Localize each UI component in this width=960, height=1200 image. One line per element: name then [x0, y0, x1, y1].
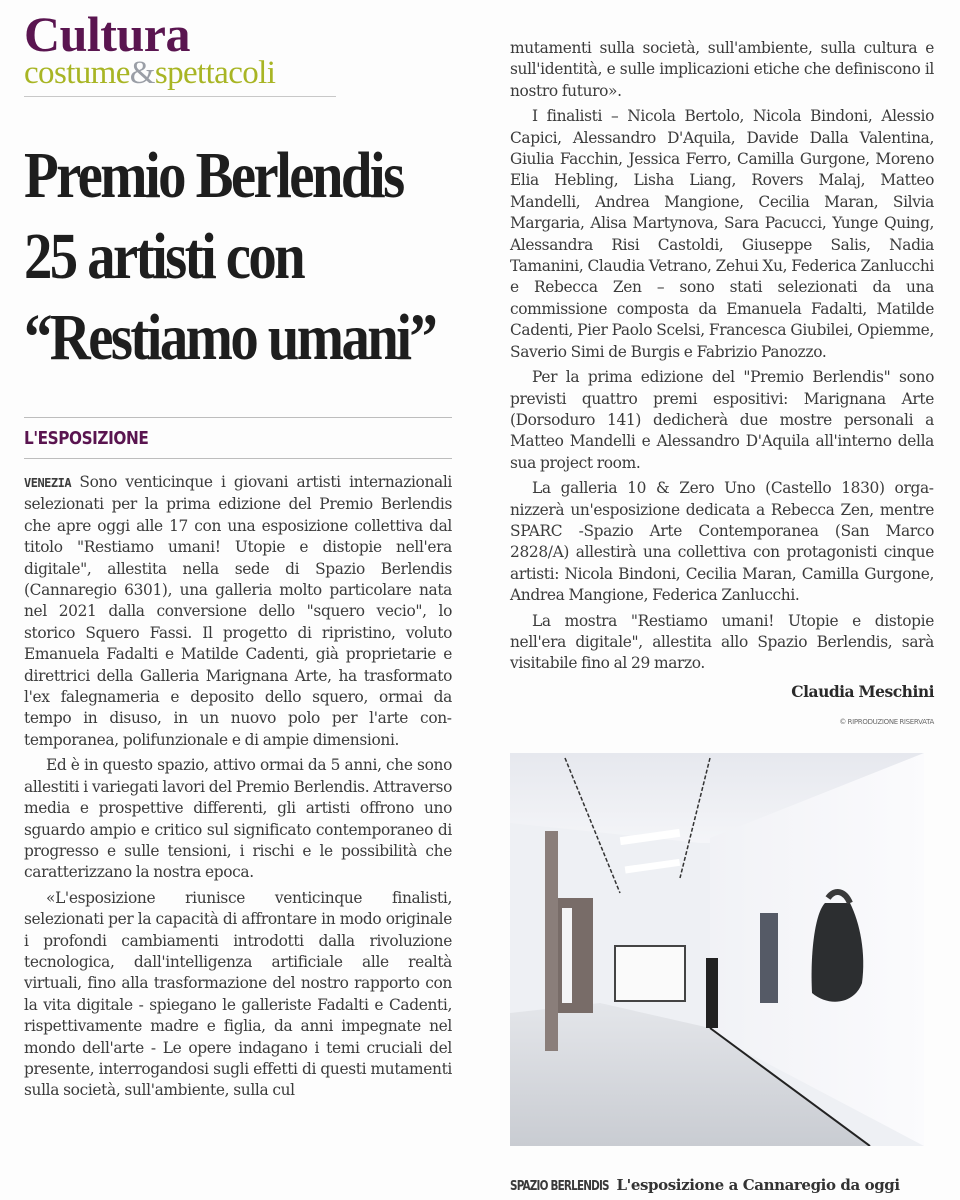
sculpture [706, 958, 718, 1028]
kicker: L'ESPOSIZIONE [24, 428, 149, 449]
paragraph: La mostra "Restiamo umani! Utopie e distopie nell'era digitale", allestita allo Spazio Berlendis, sarà visitabile fino al 29 marzo. [510, 611, 934, 673]
article-body-left [24, 472, 452, 1106]
paragraph-text: Sono venticinque i giovani artisti internazionali selezionati per la prima edizione del Premio Berlendis che apre oggi alle 17 con una esposizione collettiva dal titolo "Restiamo umani! Utopie e distopie nell'era digitale", allestita nella sede di Spazio Berlendis (Cannaregio 6301), una galleria molto particolare nata nel 2021 dalla conversione dello "squero vecio", lo storico Squero Fassi. Il progetto di ripristino, voluto Emanuela Fadalti e Matilde Cadenti, già proprietarie e direttrici della Galleria Marignana Arte, ha trasformato l'ex falegnameria e deposito dello squero, ormai da tempo in disuso, in un nuovo polo per l'arte contemporanea, polifunzionale e di ampie dimensioni. [24, 473, 452, 749]
headline [24, 135, 454, 378]
headline-line-1: Premio Berlendis [24, 139, 403, 212]
dateline: VENEZIA [24, 476, 72, 490]
section-subtitle [24, 56, 452, 90]
paragraph: «L'esposizione riunisce venticinque finalisti, selezionati per la capacità di affrontare in modo originale i profondi cambiamenti introdotti dalla rivoluzione tecnologica, dall'intelligenza artificiale alle realtà virtuali, fino alla trasformazione del nostro rapporto con la vita digitale - spiegano le galleriste Fadalti e Cadenti, rispettivamente madre e figlia, da anni impegnate nel mondo dell'arte - Le opere indagano i temi cruciali del presente, interrogandosi sugli effetti di questi mutamenti sulla società, sull'ambiente, sulla cul [24, 888, 452, 1100]
kicker-block [24, 417, 452, 459]
headline-line-3: “Restiamo umani” [24, 301, 436, 374]
gallery-interior-image [510, 753, 924, 1146]
caption-label: SPAZIO BERLENDIS [510, 1179, 609, 1194]
ampersand: & [129, 55, 155, 91]
left-column [24, 0, 452, 1100]
headline-line-2: 25 artisti con [24, 220, 304, 293]
article-body-right [510, 38, 934, 734]
copyright-notice: © RIPRODUZIONE RISERVATA [839, 718, 934, 727]
back-window [615, 946, 685, 1001]
section-title: Cultura [24, 6, 190, 62]
paragraph: mutamenti sulla società, sull'ambiente, sulla cultura e sull'identità, e sulle implicazioni etiche che definiscono il nostro futuro». [510, 39, 934, 100]
paragraph: I finalisti – Nicola Bertolo, Nicola Bindoni, Alessio Capici, Alessandro D'Aquila, Davide Dalla Valentina, Giulia Facchin, Jessica Ferro, Camilla Gurgone, Moreno Elia Hebling, Lisha Liang, Rovers Malaj, Matteo Mandelli, Andrea Mangione, Cecilia Maran, Silvia Margaria, Alisa Martynova, Sara Pacucci, Yunge Quing, Alessandra Risi Castoldi, Giuseppe Salis, Nadia Tamanini, Claudia Vetrano, Zehui Xu, Federica Zanlucchi e Rebecca Zen – sono stati selezionati da una commissione composta da Emanuela Fadalti, Matilde Cadenti, Pier Paolo Scelsi, Francesca Giubilei, Opiemme, Saverio Simi de Burgis e Fabrizio Panozzo. [510, 107, 934, 361]
section-header [24, 0, 452, 97]
brick-pillar [545, 831, 558, 1051]
paragraph: La galleria 10 & Zero Uno (Castello 1830) organizzerà un'esposizione dedicata a Rebecca Zen, mentre SPARC -Spazio Arte Contemporanea (San Marco 2828/A) allestirà una collettiva con protagonisti cinque artisti: Nicola Bindoni, Cecilia Maran, Camilla Gurgone, Andrea Mangione, Federica Zanlucchi. [510, 479, 934, 605]
kicker-rule-bottom [24, 458, 452, 459]
gallery-photo [510, 753, 924, 1146]
section-subtitle-part1: costume [24, 55, 130, 91]
byline: Claudia Meschini [791, 681, 934, 701]
paragraph: Ed è in questo spazio, attivo ormai da 5 anni, che sono allestiti i variegati lavori del Premio Berlendis. Attraverso media e prospettive differenti, gli artisti offrono uno sguardo ampio e critico sul significato contemporaneo di progresso e sulle tensioni, i rischi e le possibilità che caratterizzano la nostra epoca. [24, 756, 452, 882]
artwork-textile [812, 903, 864, 1002]
paragraph: Per la prima edizione del "Premio Berlendis" sono previsti quattro premi espositivi: Marignana Arte (Dorsoduro 141) dedicherà due mostre personali a Matteo Mandelli e Alessandro D'Aquila all'interno della sua project room. [510, 368, 934, 472]
doorway [562, 908, 572, 1003]
paragraph [24, 472, 452, 751]
section-subtitle-part2: spettacoli [154, 55, 276, 91]
artwork-painting [760, 913, 778, 1003]
photo-caption [510, 1175, 934, 1194]
caption-text: L'esposizione a Cannaregio da oggi [616, 1176, 900, 1194]
header-divider [24, 96, 336, 97]
